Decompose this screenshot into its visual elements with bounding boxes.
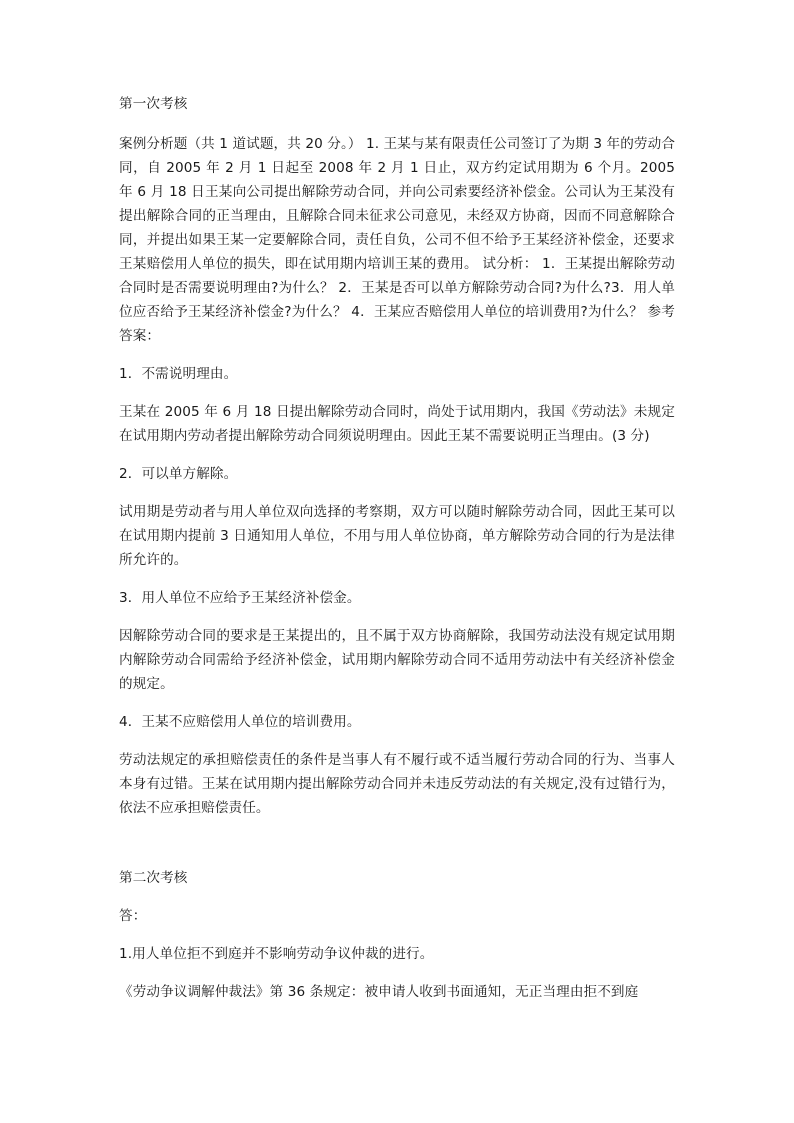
- answer-2-title: 2．可以单方解除。: [119, 466, 238, 482]
- answer-2-body: 试用期是劳动者与用人单位双向选择的考察期，双方可以随时解除劳动合同，因此王某可以在试用期内提前 3 日通知用人单位，不用与用人单位协商，单方解除劳动合同的行为是法律所允许的。: [119, 504, 675, 568]
- section2-item-1-body: 《劳动争议调解仲裁法》第 36 条规定：被申请人收到书面通知，无正当理由拒不到庭: [119, 984, 639, 1000]
- section1-heading: 第一次考核: [119, 96, 188, 112]
- answer-label: 答：: [119, 908, 147, 924]
- section2-heading: 第二次考核: [119, 870, 188, 886]
- section2-item-1: 1.用人单位拒不到庭并不影响劳动争议仲裁的进行。: [119, 946, 434, 962]
- answer-3-title: 3．用人单位不应给予王某经济补偿金。: [119, 590, 361, 606]
- case-question: 案例分析题（共 1 道试题，共 20 分。） 1. 王某与某有限责任公司签订了为期 3 年的劳动合同，自 2005 年 2 月 1 日起至 2008 年 2 月 1 日止，双方约定试用期为 6 个月。2005 年 6 月 18 日王某向公司提出解除劳动合同，并向公司索要经济补偿金。公司认为王某没有提出解除合同的正当理由，且解除合同未征求公司意见，未经双方协商，因而不同意解除合同，并提出如果王某一定要解除合同，责任自负，公司不但不给予王某经济补偿金，还要求王某赔偿用人单位的损失，即在试用期内培训王某的费用。 试分析： 1．王某提出解除劳动合同时是否需要说明理由?为什么？ 2．王某是否可以单方解除劳动合同?为什么?3．用人单位应否给予王某经济补偿金?为什么？ 4．王某应否赔偿用人单位的培训费用?为什么？ 参考答案：: [119, 136, 676, 344]
- document-page: [119, 92, 675, 1004]
- answer-4-body: 劳动法规定的承担赔偿责任的条件是当事人有不履行或不适当履行劳动合同的行为、当事人本身有过错。王某在试用期内提出解除劳动合同并未违反劳动法的有关规定,没有过错行为，依法不应承担赔偿责任。: [119, 752, 675, 816]
- answer-4-title: 4．王某不应赔偿用人单位的培训费用。: [119, 714, 361, 730]
- answer-3-body: 因解除劳动合同的要求是王某提出的，且不属于双方协商解除，我国劳动法没有规定试用期内解除劳动合同需给予经济补偿金，试用期内解除劳动合同不适用劳动法中有关经济补偿金的规定。: [119, 628, 675, 692]
- answer-1-body: 王某在 2005 年 6 月 18 日提出解除劳动合同时，尚处于试用期内，我国《劳动法》未规定在试用期内劳动者提出解除劳动合同须说明理由。因此王某不需要说明正当理由。(3 分): [119, 404, 675, 444]
- answer-1-title: 1．不需说明理由。: [119, 366, 238, 382]
